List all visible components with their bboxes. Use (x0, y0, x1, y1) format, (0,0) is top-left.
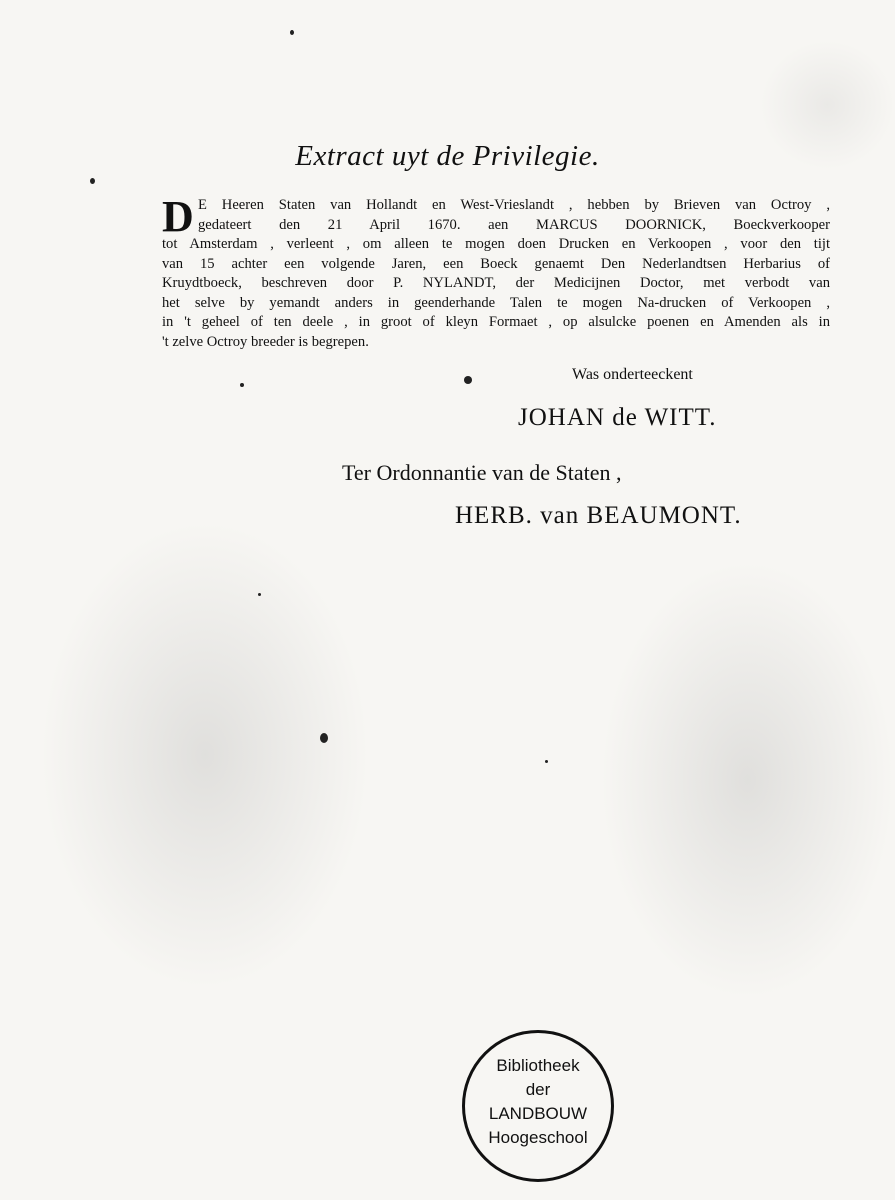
ink-speck (545, 760, 548, 763)
stamp-line: Hoogeschool (488, 1128, 588, 1147)
document-title: Extract uyt de Privilegie. (295, 140, 600, 172)
order-line: Ter Ordonnantie van de Staten , (342, 460, 622, 485)
paragraph-line: van 15 achter een volgende Jaren, een Boeck genaemt Den Nederlandtsen Herbarius of (162, 255, 830, 272)
stamp-line: LANDBOUW (488, 1104, 588, 1123)
ink-speck (90, 178, 95, 184)
paragraph-line: 't zelve Octroy breeder is begrepen. (162, 333, 369, 350)
ink-speck (290, 30, 294, 35)
show-through-smudge (600, 560, 895, 1000)
paragraph-line: E Heeren Staten van Hollandt en West-Vrieslandt , hebben by Brieven van Octroy , (198, 197, 830, 213)
drop-cap: D (162, 192, 194, 241)
paragraph-line: tot Amsterdam , verleent , om alleen te mogen doen Drucken en Verkoopen , voor den tijt (162, 236, 830, 252)
ink-speck (240, 383, 244, 387)
library-stamp (462, 1030, 614, 1182)
stamp-line: der (525, 1080, 551, 1099)
stamp-line: Bibliotheek (496, 1056, 580, 1075)
show-through-smudge (40, 520, 370, 990)
privilege-paragraph (162, 192, 830, 352)
signature-beaumont: HERB. van BEAUMONT. (455, 502, 742, 529)
ink-speck (258, 593, 261, 596)
ink-speck (320, 733, 328, 743)
paragraph-line: in 't geheel of ten deele , in groot of kleyn Formaet , op alsulcke poenen en Amenden als in (162, 314, 830, 330)
signed-label: Was onderteeckent (572, 366, 693, 383)
paragraph-line: Kruydtboeck, beschreven door P. NYLANDT, der Medicijnen Doctor, met verbodt van (162, 275, 830, 291)
paragraph-line: gedateert den 21 April 1670. aen MARCUS DOORNICK, Boeckverkooper (198, 216, 830, 233)
ink-speck (464, 376, 472, 384)
paragraph-line: het selve by yemandt anders in geenderhande Talen te mogen Na-drucken of Verkoopen , (162, 294, 830, 311)
signature-johan-de-witt: JOHAN de WITT. (518, 404, 717, 431)
